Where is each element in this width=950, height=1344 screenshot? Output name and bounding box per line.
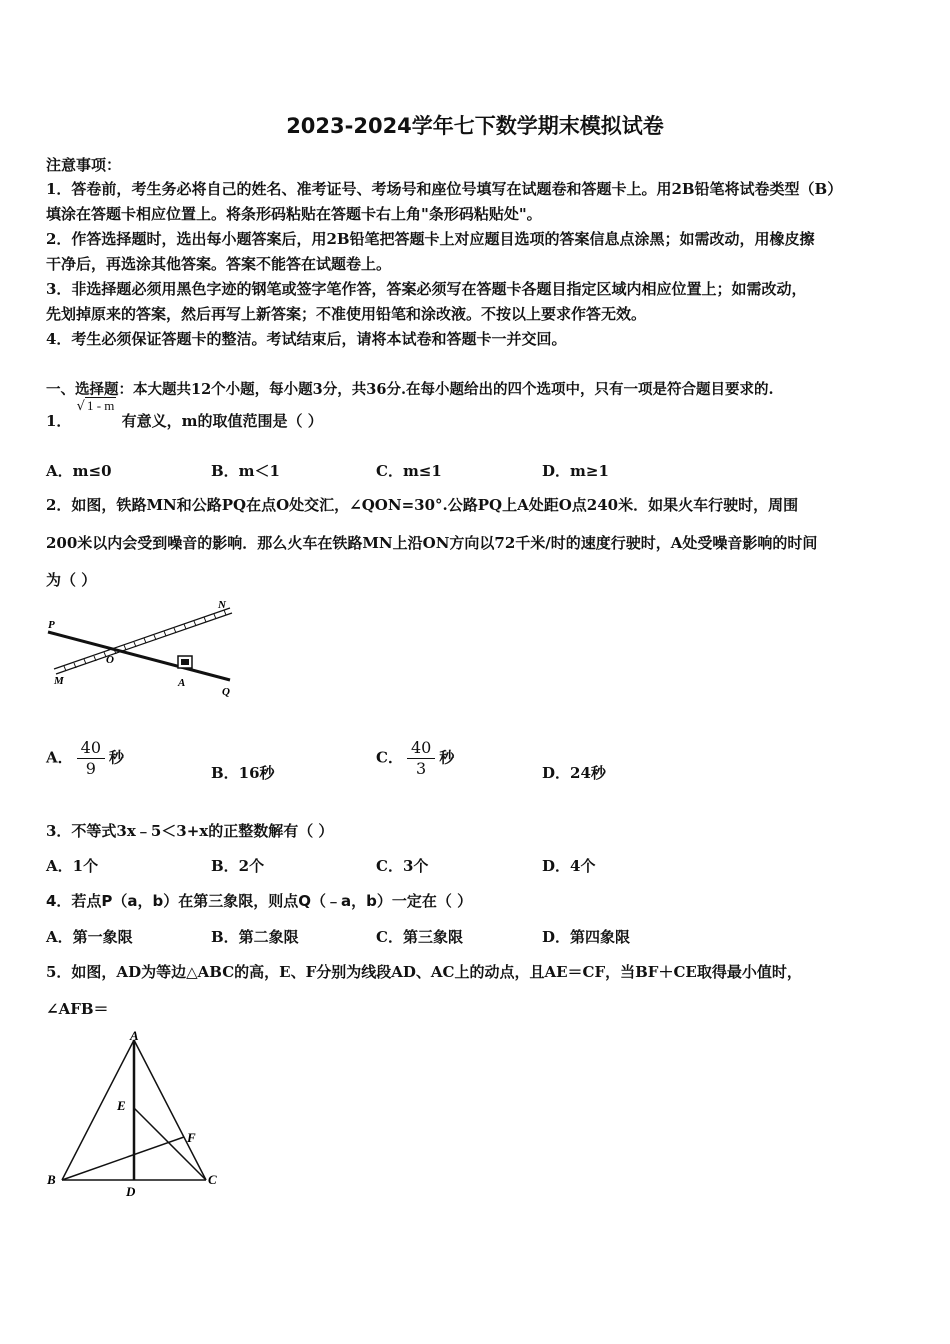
option-unit: 秒 [109,748,125,767]
label-o: O [106,654,114,666]
label-c: C [208,1172,217,1187]
option-c[interactable]: C．m≤1 [376,462,442,480]
label-p: P [48,619,55,631]
label-f: F [187,1130,196,1145]
option-c[interactable]: C．3个 [376,857,429,875]
option-d[interactable]: D．第四象限 [542,928,631,946]
option-d[interactable]: D．m≥1 [542,462,609,480]
railway-road-figure [44,596,244,698]
question-2-line: 2．如图，铁路MN和公路PQ在点O处交汇，∠QON=30°.公路PQ上A处距O点240米．如果火车行驶时，周围 [46,496,799,514]
question-3: 3．不等式3x﹣5＜3+x的正整数解有（ ） [46,822,334,840]
notes-line: 干净后，再选涂其他答案。答案不能答在试题卷上。 [46,255,392,273]
side-ac [134,1040,206,1180]
notes-line: 先划掉原来的答案，然后再写上新答案；不准使用铅笔和涂改液。不按以上要求作答无效。 [46,305,647,323]
question-4: 4．若点P（a，b）在第三象限，则点Q（﹣a，b）一定在（ ） [46,892,473,910]
option-b[interactable]: B．第二象限 [211,928,299,946]
label-n: N [218,599,226,611]
question-2-line: 为（ ） [46,571,97,589]
notes-heading: 注意事项： [46,156,122,174]
notes-line: 4．考生必须保证答题卡的整洁。考试结束后，请将本试卷和答题卡一并交回。 [46,330,567,348]
label-q: Q [222,686,230,698]
fraction [407,738,435,779]
label-m: M [54,675,64,687]
label-b: B [47,1172,56,1187]
option-a[interactable]: A．第一象限 [46,928,133,946]
notes-line: 填涂在答题卡相应位置上。将条形码粘贴在答题卡右上角"条形码粘贴处"。 [46,205,542,223]
option-a[interactable]: A．1个 [46,857,99,875]
option-b[interactable]: B．m＜1 [211,462,280,480]
sqrt-expression: √ 1 - m [76,398,115,414]
fraction [77,738,105,779]
notes-line: 3．非选择题必须用黑色字迹的钢笔或签字笔作答，答案必须写在答题卡各题目指定区域内相应位置上；如需改动， [46,280,807,298]
question-5-line: ∠AFB＝ [46,1000,109,1018]
option-d[interactable]: D．24秒 [542,764,606,782]
notes-line: 1．答卷前，考生务必将自己的姓名、准考证号、考场号和座位号填写在试题卷和答题卡上。用2B铅笔将试卷类型（B） [46,180,843,198]
option-c[interactable] [376,738,454,779]
railway-mn-line [54,608,230,669]
question-stem: 有意义，m的取值范围是（ ） [121,412,323,430]
question-2-line: 200米以内会受到噪音的影响．那么火车在铁路MN上沿ON方向以72千米/时的速度行驶时，A处受噪音影响的时间 [46,534,818,552]
label-a: A [130,1030,139,1043]
option-d[interactable]: D．4个 [542,857,596,875]
question-1 [46,398,323,431]
numerator: 40 [80,738,101,757]
question-5-line: 5．如图，AD为等边△ABC的高，E、F分别为线段AD、AC上的动点，且AE＝CF，当BF＋CE取得最小值时， [46,963,802,981]
denominator: 3 [407,758,435,779]
option-b[interactable]: B．16秒 [211,764,275,782]
option-c[interactable]: C．第三象限 [376,928,463,946]
notes-line: 2．作答选择题时，选出每小题答案后，用2B铅笔把答题卡上对应题目选项的答案信息点涂黑；如需改动，用橡皮擦 [46,230,815,248]
option-label: C． [376,748,403,767]
label-a: A [178,677,186,689]
option-b[interactable]: B．2个 [211,857,265,875]
numerator: 40 [410,738,432,757]
radicand: 1 - m [86,398,115,413]
denominator: 9 [77,758,105,779]
option-unit: 秒 [439,748,455,767]
label-d: D [126,1184,136,1199]
section-heading: 一、选择题：本大题共12个小题，每小题3分，共36分.在每小题给出的四个选项中，只有一项是符合题目要求的. [46,381,774,398]
house-window [181,659,189,665]
railway-ties [64,610,226,671]
option-a[interactable] [46,738,124,779]
page-title: 2023-2024学年七下数学期末模拟试卷 [286,114,664,138]
question-number: 1． [46,412,72,430]
option-label: A． [46,748,73,767]
label-e: E [117,1098,126,1113]
triangle-figure [44,1030,234,1202]
option-a[interactable]: A．m≤0 [46,462,112,480]
